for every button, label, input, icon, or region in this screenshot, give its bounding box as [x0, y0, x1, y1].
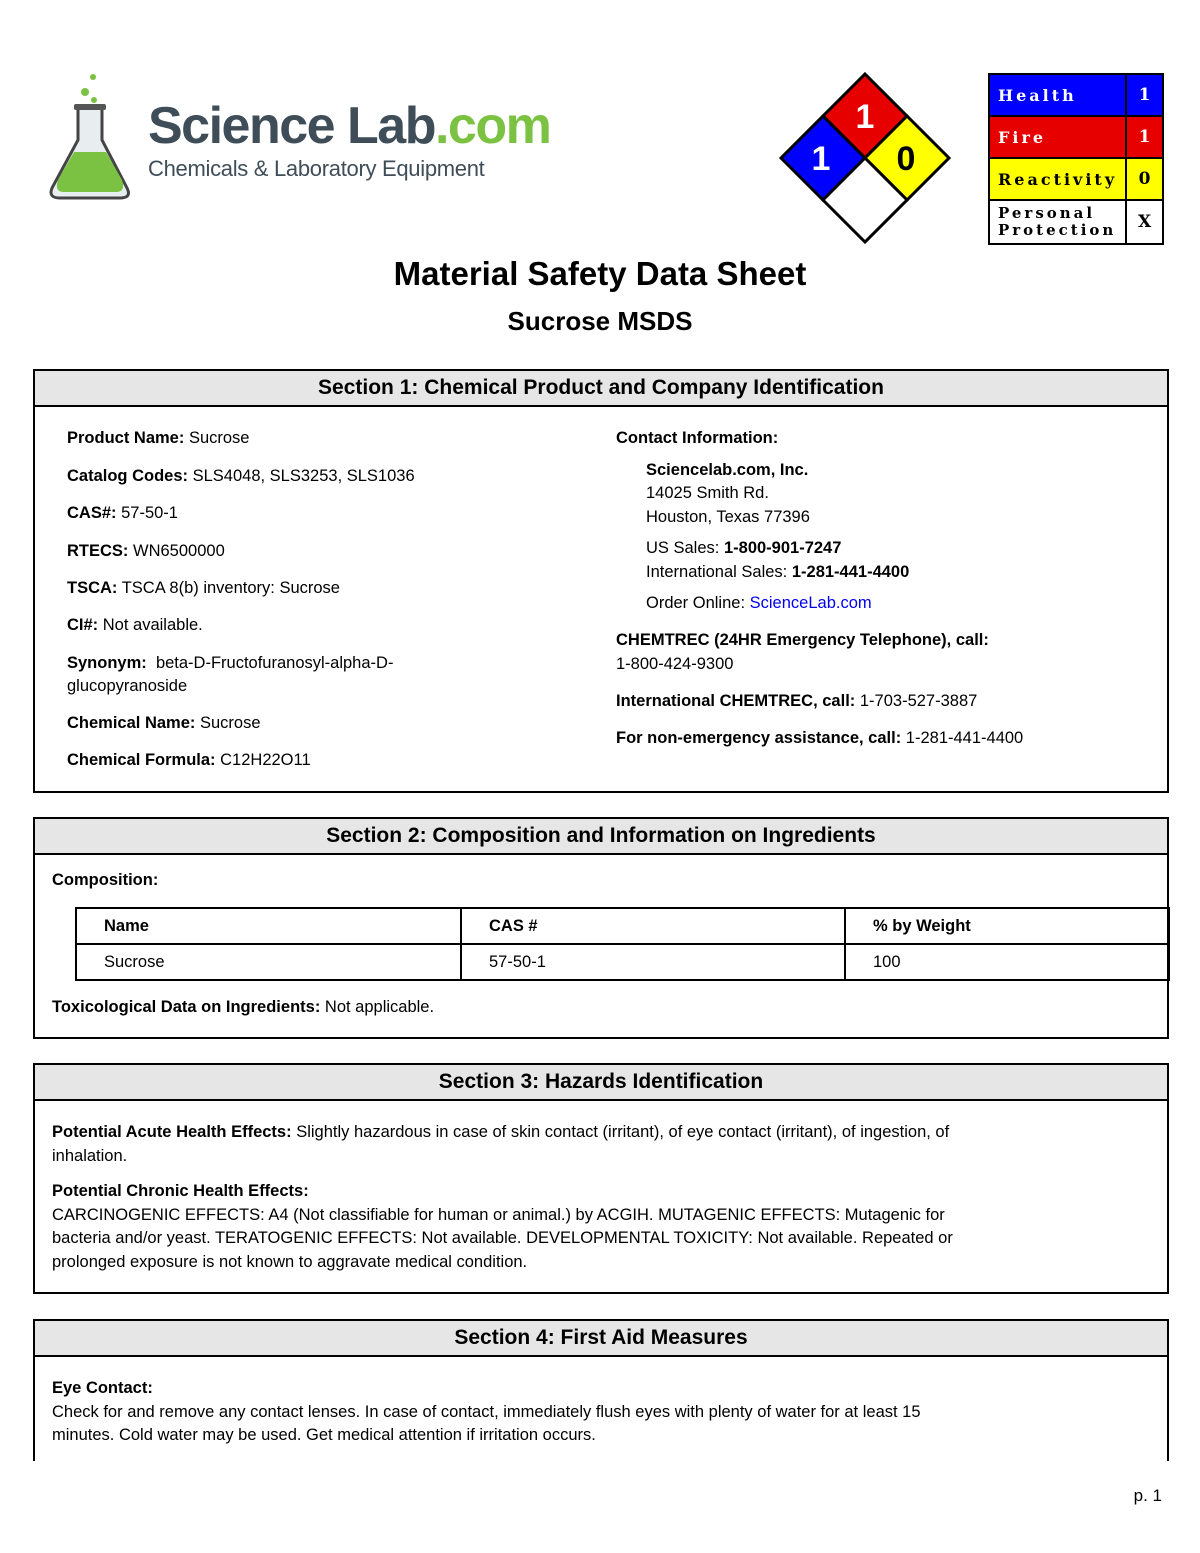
catalog-codes: Catalog Codes: SLS4048, SLS3253, SLS1036: [67, 467, 415, 485]
hazard-row-fire: [989, 116, 1163, 158]
rtecs: RTECS: WN6500000: [67, 542, 225, 560]
section-1: [33, 369, 1169, 793]
tsca: TSCA: TSCA 8(b) inventory: Sucrose: [67, 579, 340, 597]
column-header-name: Name: [76, 908, 461, 944]
section-heading: Section 2: Composition and Information on Ingredients: [35, 819, 1167, 855]
hazard-label: Personal Protection: [989, 200, 1126, 244]
address-line-2: Houston, Texas 77396: [646, 508, 810, 526]
nfpa-diamond: [775, 70, 955, 252]
composition-table: [75, 907, 1170, 981]
hazard-rating-table: [988, 73, 1164, 245]
section-4: [33, 1319, 1169, 1461]
toxicological-data: Toxicological Data on Ingredients: Not applicable.: [52, 998, 435, 1016]
logo-wordmark: Science Lab.com: [148, 97, 551, 155]
ci-number: CI#: Not available.: [67, 616, 203, 634]
hazard-value: 1: [1126, 116, 1163, 158]
flask-icon: [30, 70, 140, 205]
hazard-label: Fire: [989, 116, 1126, 158]
us-sales: US Sales: 1-800-901-7247: [646, 539, 842, 557]
document-subtitle: Sucrose MSDS: [507, 306, 693, 336]
acute-health-effects: Potential Acute Health Effects: Slightly hazardous in case of skin contact (irritant), of eye contact (irritant), of ingestion, of inhalation.: [52, 1123, 950, 1165]
hazard-label: Health: [989, 74, 1126, 116]
nfpa-fire-value: 1: [855, 98, 875, 136]
chemtrec-number: 1-800-424-9300: [616, 655, 734, 673]
sciencelab-link[interactable]: ScienceLab.com: [749, 594, 872, 612]
address-line-1: 14025 Smith Rd.: [646, 484, 769, 502]
chemical-formula: Chemical Formula: C12H22O11: [67, 751, 311, 769]
table-cell: Sucrose: [76, 944, 461, 980]
column-header-weight: % by Weight: [845, 908, 1169, 944]
synonym: Synonym: beta-D-Fructofuranosyl-alpha-D-: [67, 654, 394, 672]
page-number: p. 1: [1133, 1486, 1162, 1505]
nfpa-health-value: 1: [811, 140, 831, 178]
column-header-cas: CAS #: [461, 908, 845, 944]
hazard-value: 1: [1126, 74, 1163, 116]
document-title: Material Safety Data Sheet: [393, 255, 807, 292]
international-chemtrec: International CHEMTREC, call: 1-703-527-3887: [616, 692, 978, 710]
table-row: [76, 944, 1169, 980]
synonym-continued: glucopyranoside: [67, 677, 188, 695]
product-name: Product Name: Sucrose: [67, 429, 250, 447]
section-heading: Section 3: Hazards Identification: [35, 1065, 1167, 1101]
eye-contact: Eye Contact: Check for and remove any contact lenses. In case of contact, immediately flush eyes with plenty of water for at least 15 minutes. Cold water may be used. Get medical attention if irritation occurs.: [52, 1379, 921, 1444]
sciencelab-logo: [30, 70, 551, 205]
hazard-value: X: [1126, 200, 1163, 244]
section-3: [33, 1063, 1169, 1294]
non-emergency-assistance: For non-emergency assistance, call: 1-281-441-4400: [616, 729, 1024, 747]
hazard-row-health: [989, 74, 1163, 116]
section-heading: Section 4: First Aid Measures: [35, 1321, 1167, 1357]
table-cell: 100: [845, 944, 1169, 980]
hazard-row-personal-protection: [989, 200, 1163, 244]
chemtrec-label: CHEMTREC (24HR Emergency Telephone), call:: [616, 631, 989, 649]
order-online: Order Online: ScienceLab.com: [646, 594, 872, 612]
logo-tagline: Chemicals & Laboratory Equipment: [148, 156, 485, 181]
section-2: [33, 817, 1169, 1039]
company-name: Sciencelab.com, Inc.: [646, 461, 809, 479]
chronic-health-effects: Potential Chronic Health Effects: CARCINOGENIC EFFECTS: A4 (Not classifiable for human or animal.) by ACGIH. MUTAGENIC EFFECTS: Mutagenic for bacteria and/or yeast. TERATOGENIC EFFECTS: Not available. DEVELOPMENTAL TOXICITY: Not available. Repeated or prolonged exposure is not known to aggravate medical condition.: [52, 1182, 953, 1271]
section-heading: Section 1: Chemical Product and Company Identification: [35, 371, 1167, 407]
table-header-row: [76, 908, 1169, 944]
nfpa-reactivity-value: 0: [896, 140, 916, 178]
international-sales: International Sales: 1-281-441-4400: [646, 563, 910, 581]
hazard-value: 0: [1126, 158, 1163, 200]
hazard-label: Reactivity: [989, 158, 1126, 200]
hazard-row-reactivity: [989, 158, 1163, 200]
cas-number: CAS#: 57-50-1: [67, 504, 178, 522]
composition-label: Composition:: [52, 871, 159, 889]
contact-information-label: Contact Information:: [616, 429, 779, 447]
chemical-name: Chemical Name: Sucrose: [67, 714, 261, 732]
table-cell: 57-50-1: [461, 944, 845, 980]
